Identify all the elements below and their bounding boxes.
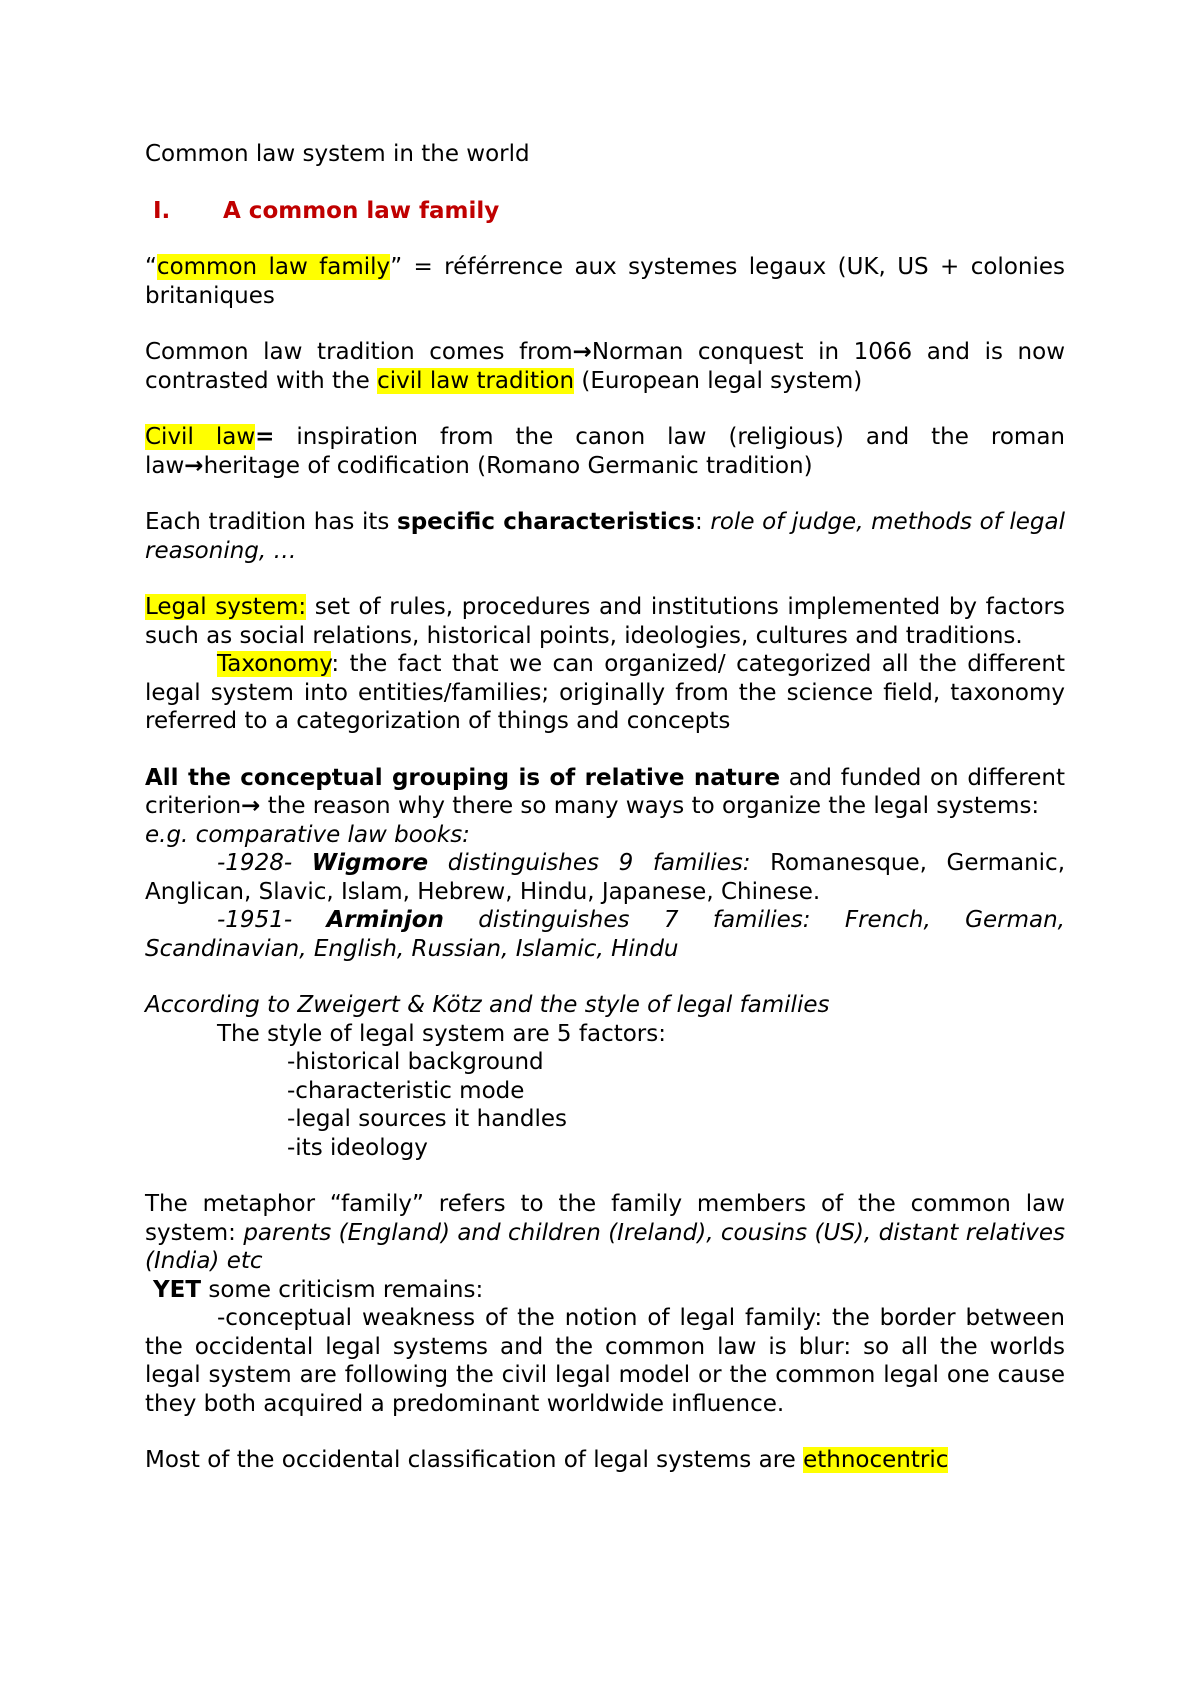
arrow-icon: → <box>241 793 261 819</box>
highlight-taxonomy: Taxonomy <box>217 651 332 677</box>
paragraph-legal-system <box>145 593 1065 650</box>
bold-text: YET <box>153 1276 202 1303</box>
author-name: Wigmore <box>311 850 429 876</box>
bold-text: All the conceptual grouping is of relative nature <box>145 764 781 791</box>
italic-text: distinguishes 9 families: <box>428 850 751 876</box>
text: : <box>695 509 711 535</box>
paragraph-common-law-family <box>145 253 1065 310</box>
zweigert-heading: According to Zweigert & Kötz and the style of legal families <box>145 992 830 1018</box>
text: Common law tradition comes from <box>145 339 573 365</box>
text: some criticism remains: <box>201 1276 484 1303</box>
paragraph-taxonomy <box>145 650 1065 736</box>
italic-text: role of judge, methods of legal reasoning, … <box>145 509 1065 564</box>
eg-line: e.g. comparative law books: <box>145 821 470 848</box>
paragraph-criticism: -conceptual weakness of the notion of legal family: the border between the occidental legal systems and the common law is blur: so all the worlds legal system are following the civil legal model or the common legal one cause they both acquired a predominant worldwide influence. <box>145 1305 1065 1417</box>
factor-item: -historical background <box>287 1049 544 1075</box>
highlight-common-law-family: common law family <box>156 254 391 280</box>
paragraph-yet <box>145 1276 1065 1305</box>
highlight-ethnocentric: ethnocentric <box>803 1447 949 1473</box>
text: (European legal system) <box>574 367 863 394</box>
zweigert-intro: The style of legal system are 5 factors: <box>217 1020 666 1047</box>
paragraph-characteristics <box>145 508 1065 565</box>
quote-mark: “ <box>145 254 157 280</box>
section-title: A common law family <box>223 197 500 224</box>
paragraph-wigmore <box>145 849 1065 906</box>
section-number: I. <box>153 197 171 224</box>
text: Most of the occidental classification of legal systems are <box>145 1447 804 1473</box>
text: the reason why there so many ways to organize the legal systems: <box>260 793 1040 819</box>
paragraph-arminjon <box>145 906 1065 963</box>
document-title: Common law system in the world <box>145 141 530 167</box>
year: -1951- <box>217 907 327 933</box>
bold-text: specific characteristics <box>397 509 696 535</box>
arrow-icon: → <box>572 339 592 365</box>
italic-text: parents (England) and children (Ireland), cousins (US), distant relatives (India) etc <box>145 1219 1065 1274</box>
year: -1928- <box>217 850 312 876</box>
equals-sign: = <box>255 424 275 450</box>
paragraph-civil-law <box>145 423 1065 480</box>
text: ” = référrence aux systemes legaux (UK, US + colonies britaniques <box>145 254 1065 309</box>
text: set of rules, procedures and institutions implemented by factors such as social relations, historical points, ideologies, cultures and traditions. <box>145 594 1066 649</box>
italic-text: distinguishes 7 families: French, German, Scandinavian, English, Russian, Islamic, Hindu <box>145 907 1065 962</box>
paragraph-ethnocentric <box>145 1446 1065 1475</box>
text: and funded on different criterion <box>145 764 1066 819</box>
paragraph-metaphor <box>145 1190 1065 1276</box>
author-name: Arminjon <box>326 907 444 933</box>
text: heritage of codification (Romano Germanic tradition) <box>203 452 813 479</box>
text: inspiration from the canon law (religious) and the roman law <box>145 424 1065 479</box>
text: The metaphor “family” refers to the family members of the common law system: <box>145 1191 1065 1246</box>
factor-item: -its ideology <box>287 1134 428 1161</box>
text: Each tradition has its <box>145 509 398 535</box>
section-heading <box>145 197 1065 226</box>
text: Romanesque, Germanic, Anglican, Slavic, Islam, Hebrew, Hindu, Japanese, Chinese. <box>145 850 1065 905</box>
text: : the fact that we can organized/ categorized all the different legal system into entities/families; originally from the science field, taxonomy referred to a categorization of things and concepts <box>145 651 1065 734</box>
highlight-civil-law-tradition: civil law tradition <box>377 367 575 394</box>
highlight-legal-system: Legal system: <box>145 594 307 620</box>
highlight-civil-law: Civil law <box>145 424 256 450</box>
document-page <box>145 140 1065 1475</box>
paragraph-tradition <box>145 338 1065 395</box>
factor-item: -characteristic mode <box>287 1077 525 1104</box>
text: Norman conquest in 1066 and is now contrasted with the <box>145 339 1066 394</box>
arrow-icon: → <box>184 452 204 479</box>
paragraph-conceptual-grouping <box>145 764 1065 821</box>
factor-item: -legal sources it handles <box>287 1106 567 1132</box>
